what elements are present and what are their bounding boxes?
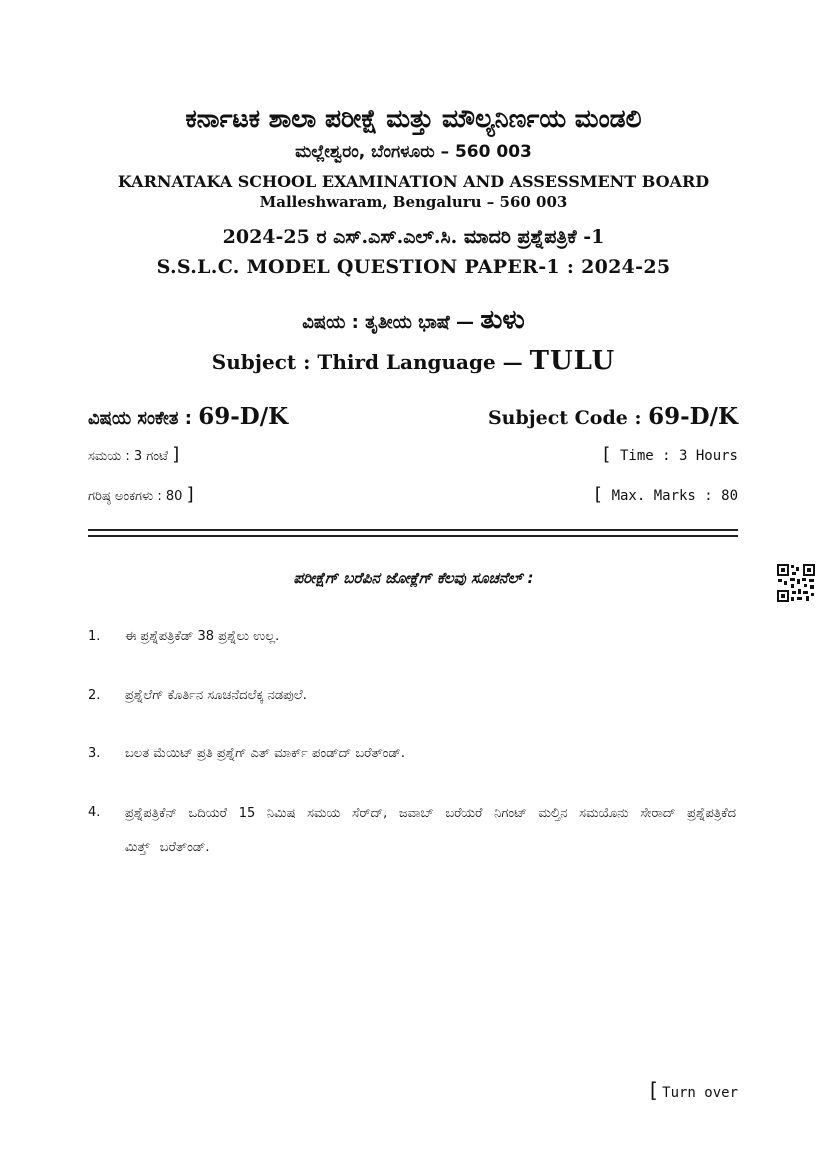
- subject-code-kannada: [88, 403, 288, 430]
- subject-kannada-label: ವಿಷಯ : ತೃತೀಯ ಭಾಷೆ —: [302, 312, 475, 333]
- subject-code-kannada-value: 69-D/K: [198, 403, 289, 430]
- subject-kannada-value: ತುಳು: [480, 305, 525, 335]
- divider-bottom: [88, 535, 738, 537]
- divider-top: [88, 529, 738, 531]
- marks-english-text: Max. Marks : 80: [611, 488, 738, 504]
- time-kannada-text: ಸಮಯ : 3 ಗಂಟೆ: [88, 449, 169, 464]
- instruction-text: ಈ ಪ್ರಶ್ನೆಪತ್ರಿಕೆಡ್ 38 ಪ್ರಶ್ನೆಲು ಉಲ್ಲ.: [125, 629, 280, 644]
- instruction-number: 2.: [88, 688, 101, 703]
- time-kannada: ಸಮಯ : 3 ಗಂಟೆ ]: [88, 444, 180, 465]
- subject-code-kannada-label: ವಿಷಯ ಸಂಕೇತ :: [88, 408, 192, 429]
- paper-title-kannada: 2024-25 ರ ಎಸ್.ಎಸ್.ಎಲ್.ಸಿ. ಮಾದರಿ ಪ್ರಶ್ನೆಪತ್ರಿಕೆ -1: [222, 226, 605, 248]
- subject-kannada: [0, 305, 827, 336]
- paper-title-english: S.S.L.C. MODEL QUESTION PAPER-1 : 2024-25: [156, 256, 671, 278]
- board-address-kannada: ಮಲ್ಲೇಶ್ವರಂ, ಬೆಂಗಳೂರು – 560 003: [295, 142, 532, 162]
- instruction-number: 3.: [88, 746, 101, 761]
- time-english-text: Time : 3 Hours: [619, 448, 738, 464]
- time-english: [ Time : 3 Hours: [600, 444, 738, 465]
- board-name-english: KARNATAKA SCHOOL EXAMINATION AND ASSESSMENT BOARD: [117, 172, 710, 191]
- subject-english-label: Subject : Third Language —: [211, 350, 523, 374]
- turn-over-note: [ Turn over: [647, 1078, 738, 1102]
- instruction-number: 4.: [88, 805, 101, 820]
- subject-code-english-label: Subject Code :: [487, 407, 642, 429]
- turn-over-text: Turn over: [662, 1085, 738, 1101]
- board-name-kannada: ಕರ್ನಾಟಕ ಶಾಲಾ ಪರೀಕ್ಷೆ ಮತ್ತು ಮೌಲ್ಯನಿರ್ಣಯ ಮಂಡಲಿ: [185, 104, 642, 133]
- marks-english: [ Max. Marks : 80: [592, 484, 738, 505]
- qr-code-icon: [776, 563, 816, 603]
- instruction-text: ಬಲತ ಮೆಯಿಟ್ ಪ್ರತಿ ಪ್ರಶ್ನೆಗ್ ಎತ್ ಮಾರ್ಕ್ ಪಂಡ್‌ದ್ ಬರೆತ್ಂಡ್.: [125, 746, 406, 761]
- board-address-english: Malleshwaram, Bengaluru – 560 003: [259, 193, 568, 211]
- subject-english: [0, 346, 827, 376]
- instruction-text: ಪ್ರಶ್ನೆಪತ್ರಿಕೆನ್ ಒದಿಯರೆ 15 ನಿಮಿಷ ಸಮಯ ಸೆರ್‌ದ್, ಜವಾಬ್ ಬರೆಯರೆ ನಿಗಂಟ್ ಮಲ್ತಿನ ಸಮಯೊನು ಸೇರಾದ್ ಪ್ರಶ್ನೆಪತ್ರಿಕೆದ ಮಿತ್ತ್ ಬರೆತ್ಂಡ್.: [125, 806, 736, 855]
- subject-code-english: [488, 403, 738, 430]
- subject-code-english-value: 69-D/K: [648, 403, 738, 430]
- instructions-heading: ಪರೀಕ್ಷೆಗ್ ಬರೆಪಿನ ಜೋಕ್ಲೆಗ್ ಕೆಲವು ಸೂಚನೆಲ್ :: [293, 569, 534, 587]
- marks-kannada: ಗರಿಷ್ಠ ಅಂಕಗಳು : 80 ]: [88, 484, 194, 505]
- instruction-number: 1.: [88, 629, 101, 644]
- subject-english-value: TULU: [529, 346, 616, 376]
- instruction-text: ಪ್ರಶ್ನೆಲೆಗ್ ಕೊರ್ತಿನ ಸೂಚನೆದಲೆಕ್ಕ ನಡಪುಲೆ.: [125, 688, 307, 703]
- marks-kannada-text: ಗರಿಷ್ಠ ಅಂಕಗಳು : 80: [88, 489, 183, 504]
